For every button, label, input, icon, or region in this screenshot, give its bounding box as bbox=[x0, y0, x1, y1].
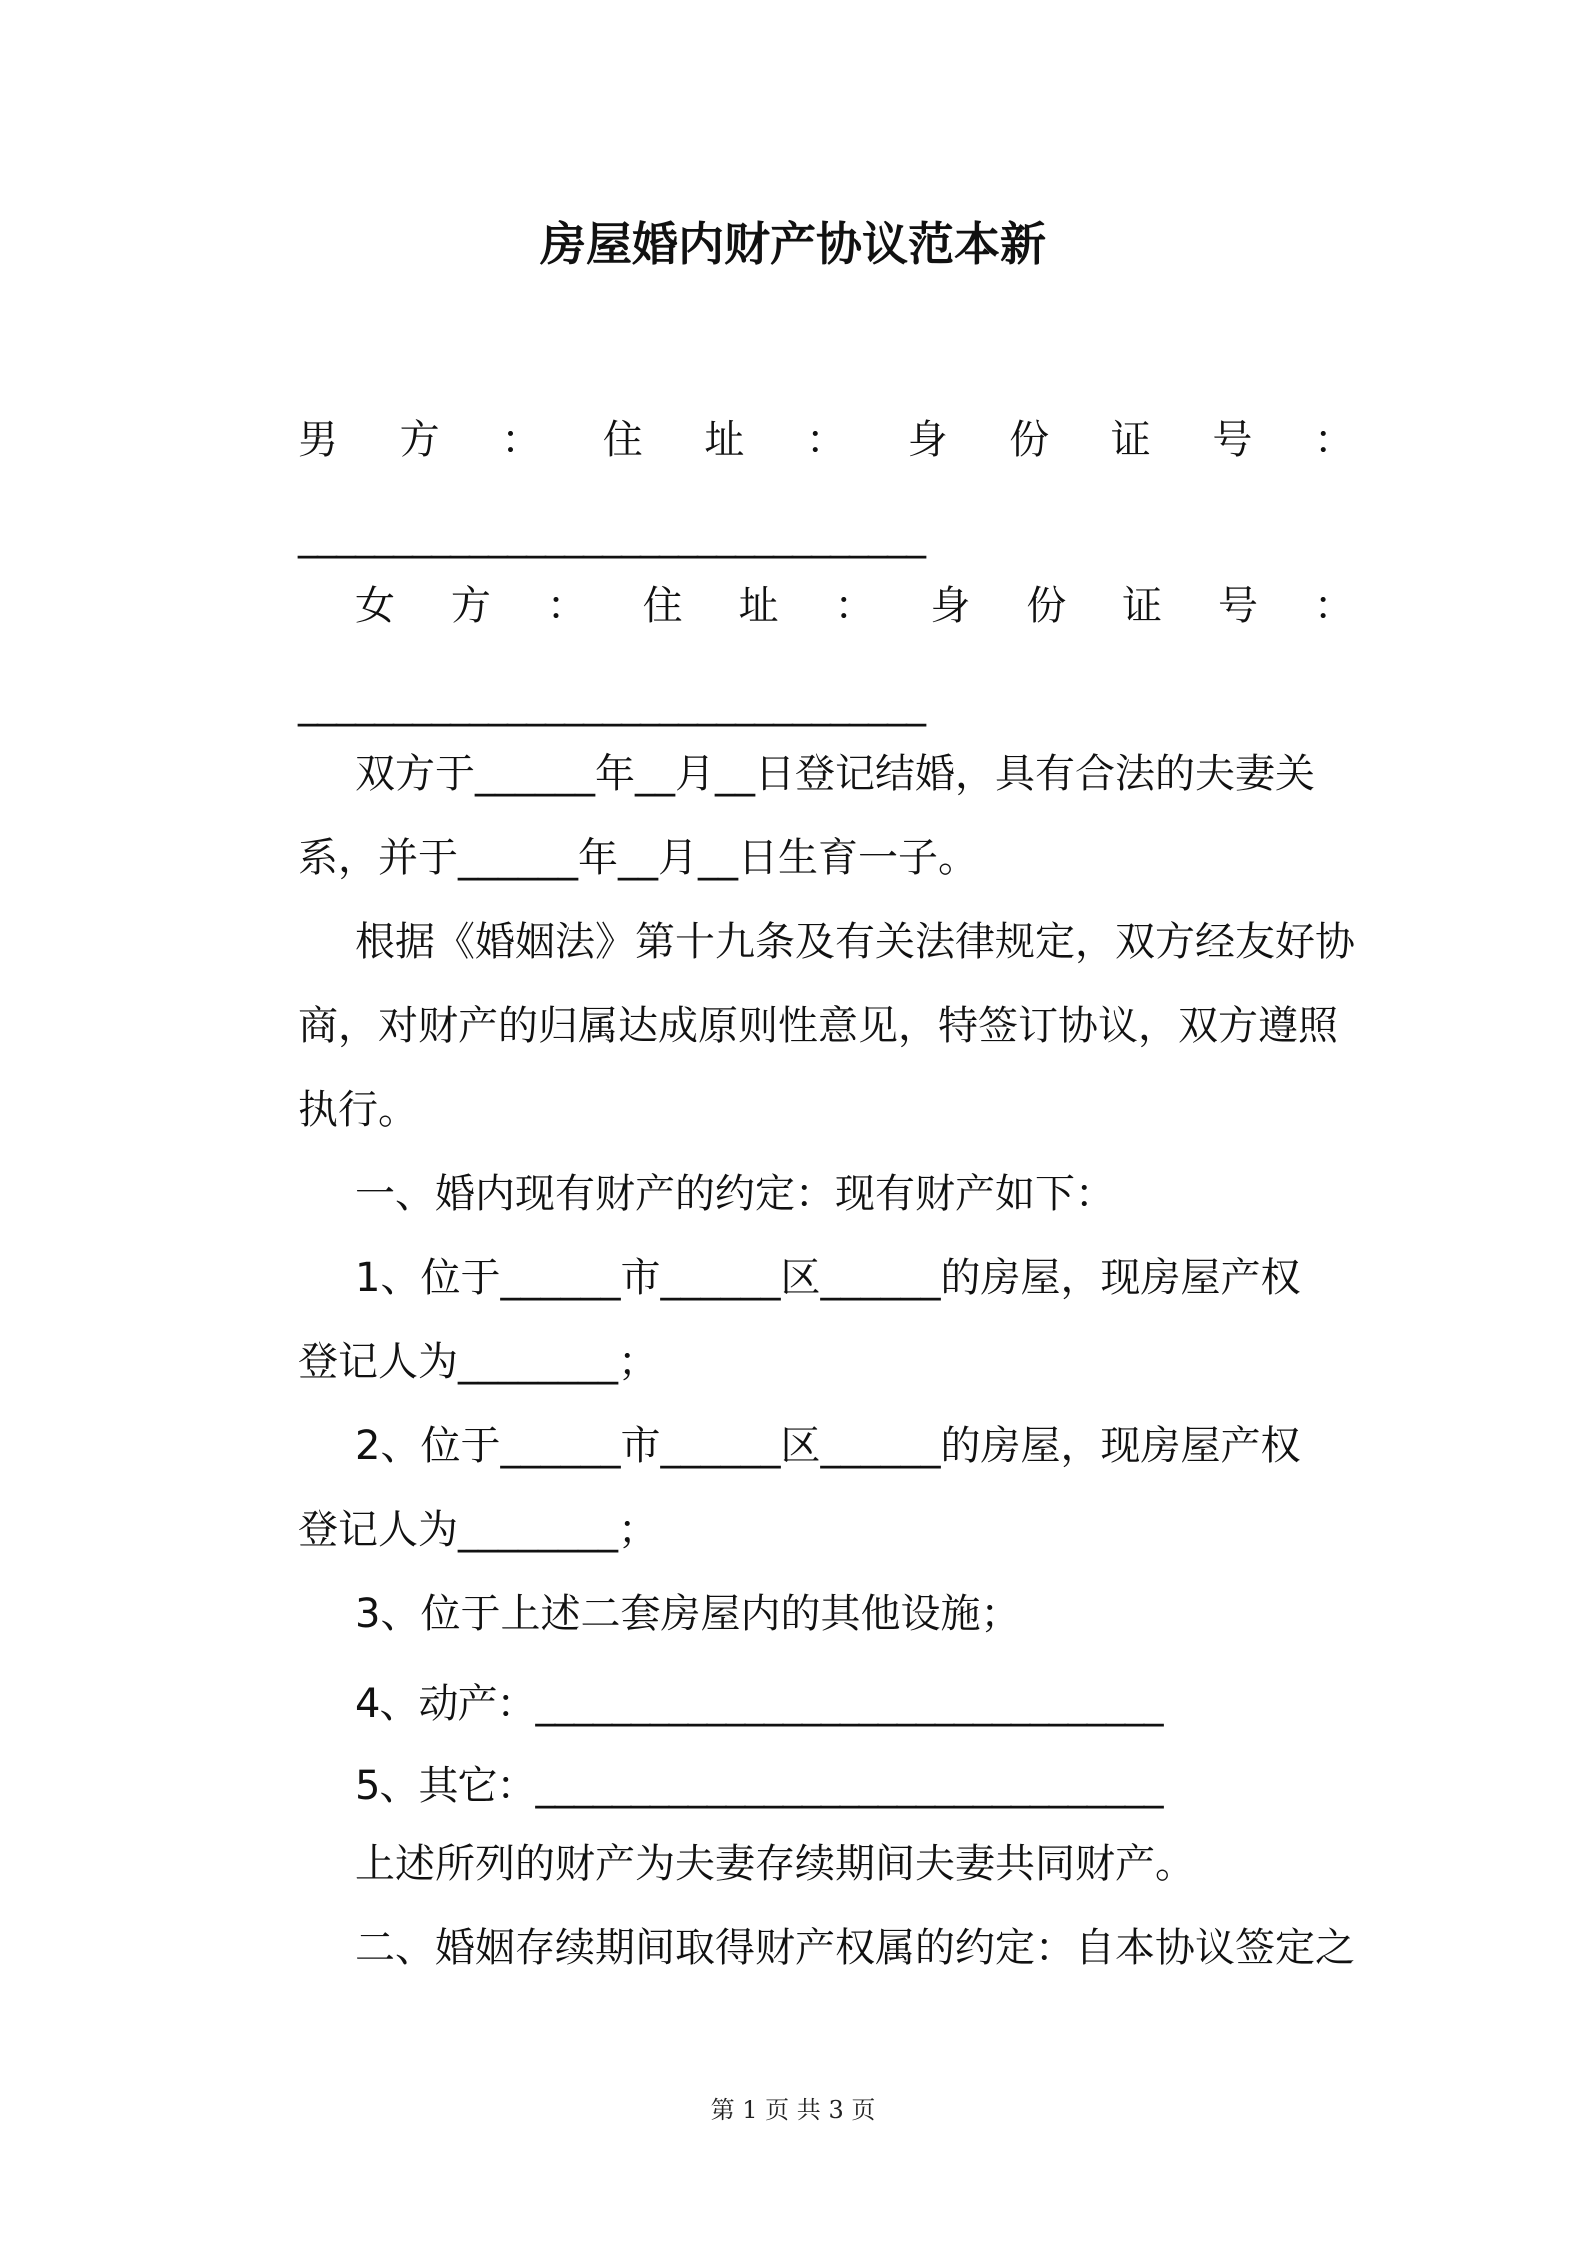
male-party-char: 证 bbox=[1110, 417, 1151, 463]
section-heading: 二、婚姻存续期间取得财产权属的约定：自本协议签定之 bbox=[355, 1925, 1355, 1971]
male-party-blank: _________________________________ bbox=[298, 513, 925, 559]
female-party-char: 号 bbox=[1218, 583, 1259, 629]
male-party-line bbox=[298, 412, 1354, 468]
list-item: 4、动产：_________________________________ bbox=[355, 1681, 1163, 1727]
male-party-char: ： bbox=[501, 417, 542, 463]
paragraph-line: 系，并于______年__月__日生育一子。 bbox=[298, 835, 978, 881]
male-party-char: 身 bbox=[907, 417, 948, 463]
male-party-char: 址 bbox=[704, 417, 745, 463]
female-party-char: 身 bbox=[930, 583, 971, 629]
female-party-char: 址 bbox=[738, 583, 779, 629]
female-party-char: ： bbox=[1313, 583, 1354, 629]
paragraph-line: 执行。 bbox=[298, 1087, 418, 1133]
female-party-char: ： bbox=[546, 583, 587, 629]
male-party-char: ： bbox=[805, 417, 846, 463]
male-party-char: 男 bbox=[298, 417, 338, 463]
male-party-char: 份 bbox=[1009, 417, 1050, 463]
paragraph-line: 根据《婚姻法》第十九条及有关法律规定，双方经友好协 bbox=[355, 919, 1355, 965]
female-party-line bbox=[355, 578, 1354, 634]
female-party-char: 证 bbox=[1122, 583, 1163, 629]
section-heading: 一、婚内现有财产的约定：现有财产如下： bbox=[355, 1171, 1115, 1217]
male-party-char: 住 bbox=[602, 417, 643, 463]
paragraph-line: 双方于______年__月__日登记结婚，具有合法的夫妻关 bbox=[355, 751, 1315, 797]
male-party-char: 方 bbox=[399, 417, 440, 463]
female-party-char: 女 bbox=[355, 583, 395, 629]
paragraph-line: 上述所列的财产为夫妻存续期间夫妻共同财产。 bbox=[355, 1841, 1195, 1887]
page-number: 第 1 页 共 3 页 bbox=[710, 2096, 876, 2124]
female-party-blank: _________________________________ bbox=[298, 681, 925, 727]
female-party-char: 住 bbox=[642, 583, 683, 629]
paragraph-line: 商，对财产的归属达成原则性意见，特签订协议，双方遵照 bbox=[298, 1003, 1338, 1049]
list-item: 2、位于______市______区______的房屋，现房屋产权 bbox=[355, 1423, 1301, 1469]
female-party-char: 份 bbox=[1026, 583, 1067, 629]
document-title: 房屋婚内财产协议范本新 bbox=[540, 217, 1046, 271]
list-item: 登记人为________； bbox=[298, 1339, 658, 1385]
list-item: 登记人为________； bbox=[298, 1507, 658, 1553]
list-item: 5、其它：_________________________________ bbox=[355, 1763, 1163, 1809]
male-party-char: ： bbox=[1313, 417, 1354, 463]
male-party-char: 号 bbox=[1212, 417, 1253, 463]
female-party-char: 方 bbox=[450, 583, 491, 629]
list-item: 3、位于上述二套房屋内的其他设施； bbox=[355, 1591, 1021, 1637]
list-item: 1、位于______市______区______的房屋，现房屋产权 bbox=[355, 1255, 1301, 1301]
female-party-char: ： bbox=[834, 583, 875, 629]
